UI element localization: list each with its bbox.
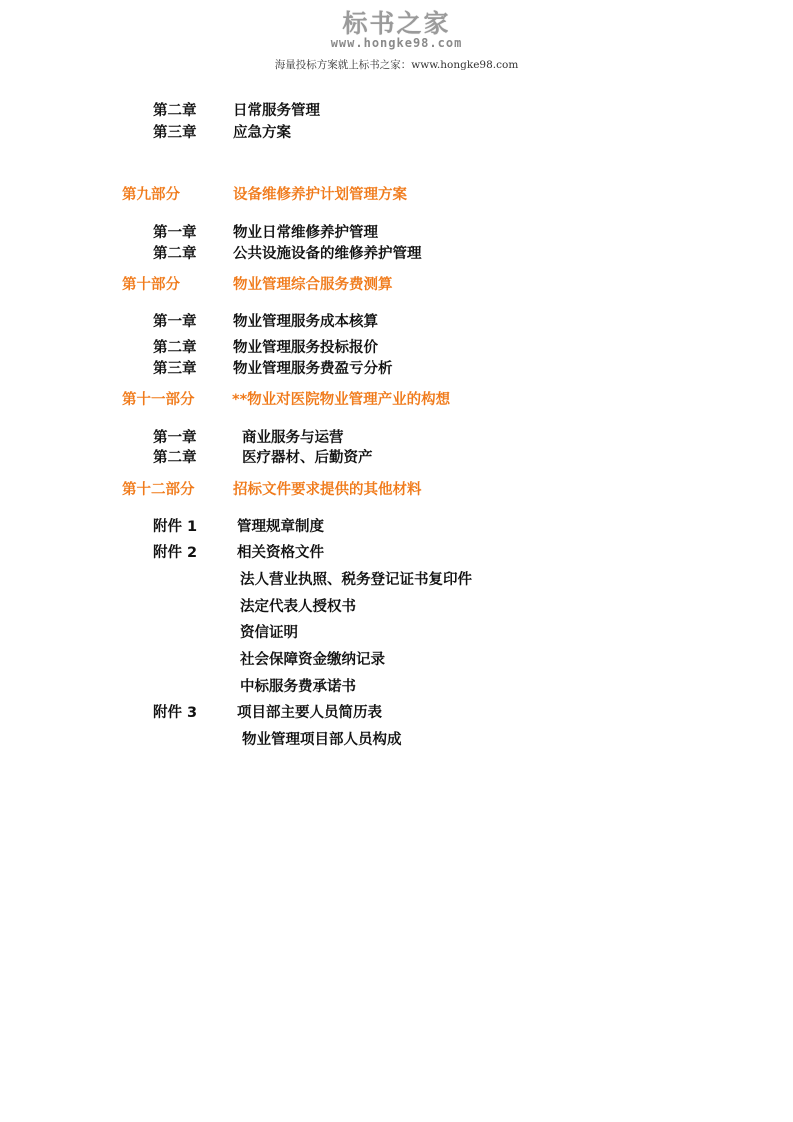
- site-logo: 标书之家: [342, 9, 451, 38]
- toc-entry-number: 第一章: [153, 314, 197, 330]
- toc-entry-number: 第一章: [153, 225, 197, 241]
- toc-entry-number: 第三章: [153, 361, 197, 377]
- toc-part-title: 物业管理综合服务费测算: [233, 277, 393, 293]
- toc-attachment-title: 项目部主要人员简历表: [237, 705, 382, 721]
- toc-entry-title: 日常服务管理: [233, 103, 320, 119]
- toc-entry-title: 医疗器材、后勤资产: [242, 450, 373, 466]
- toc-part-number: 第十部分: [122, 277, 180, 293]
- toc-entry-number: 第二章: [153, 450, 197, 466]
- toc-entry-title: 物业管理服务费盈亏分析: [233, 361, 393, 377]
- toc-entry-title: 物业管理服务成本核算: [233, 314, 378, 330]
- toc-sub-entry-title: 法定代表人授权书: [240, 599, 356, 615]
- toc-attachment-number: 附件 1: [153, 519, 198, 535]
- toc-entry-title: 物业日常维修养护管理: [233, 225, 378, 241]
- toc-part-number: 第十一部分: [122, 392, 195, 408]
- toc-part-title: 招标文件要求提供的其他材料: [233, 482, 422, 498]
- toc-part-title: **物业对医院物业管理产业的构想: [232, 392, 451, 408]
- toc-entry-number: 第一章: [153, 430, 197, 446]
- toc-attachment-number: 附件 2: [153, 545, 198, 561]
- toc-entry-number: 第三章: [153, 125, 197, 141]
- site-logo-url: www.hongke98.com: [330, 36, 463, 50]
- toc-part-number: 第九部分: [122, 187, 180, 203]
- toc-sub-entry-title: 中标服务费承诺书: [240, 679, 356, 695]
- toc-part-number: 第十二部分: [122, 482, 195, 498]
- toc-sub-entry-title: 物业管理项目部人员构成: [242, 732, 402, 748]
- header-tagline: 海量投标方案就上标书之家：www.hongke98.com: [274, 59, 519, 71]
- toc-sub-entry-title: 法人营业执照、税务登记证书复印件: [240, 572, 472, 588]
- toc-entry-number: 第二章: [153, 246, 197, 262]
- toc-attachment-number: 附件 3: [153, 705, 198, 721]
- toc-entry-title: 商业服务与运营: [242, 430, 344, 446]
- toc-entry-title: 应急方案: [233, 125, 291, 141]
- toc-entry-number: 第二章: [153, 340, 197, 356]
- toc-attachment-title: 管理规章制度: [237, 519, 324, 535]
- toc-sub-entry-title: 社会保障资金缴纳记录: [240, 652, 385, 668]
- toc-entry-title: 公共设施设备的维修养护管理: [233, 246, 422, 262]
- toc-sub-entry-title: 资信证明: [240, 625, 298, 641]
- toc-part-title: 设备维修养护计划管理方案: [233, 187, 407, 203]
- toc-entry-title: 物业管理服务投标报价: [233, 340, 378, 356]
- toc-attachment-title: 相关资格文件: [237, 545, 324, 561]
- toc-entry-number: 第二章: [153, 103, 197, 119]
